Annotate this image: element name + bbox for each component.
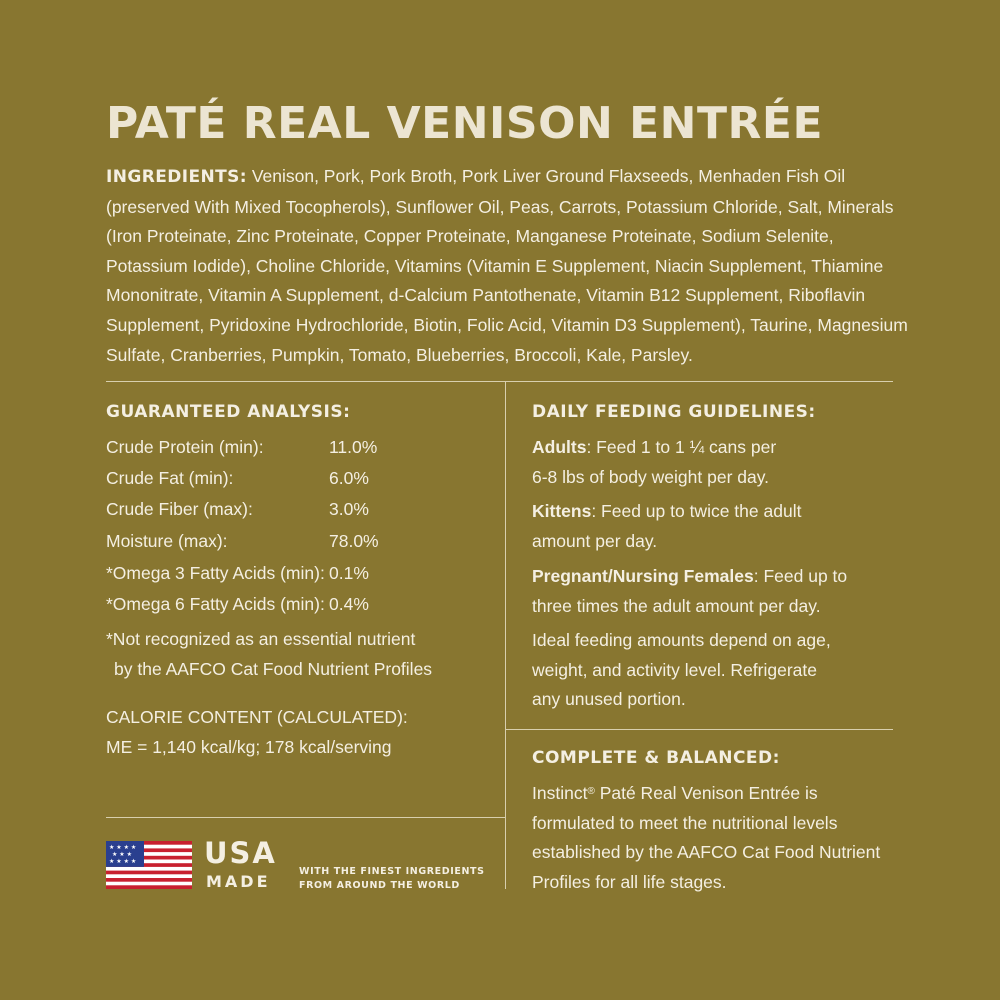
calorie-content (106, 703, 408, 762)
analysis-value: 6.0% (329, 468, 369, 488)
product-title: PATÉ REAL VENISON ENTRÉE (106, 98, 824, 149)
analysis-value: 0.1% (329, 563, 369, 583)
analysis-name: Moisture (max): (106, 531, 228, 551)
complete-text (532, 779, 880, 897)
tagline-line: WITH THE FINEST INGREDIENTS (299, 866, 485, 877)
made-label: MADE (206, 872, 271, 891)
registered-mark: ® (587, 786, 595, 797)
analysis-name: Crude Fat (min): (106, 468, 234, 488)
feeding-adults (532, 433, 776, 492)
complete-heading: COMPLETE & BALANCED: (532, 748, 780, 768)
pregnant-text-2: three times the adult amount per day. (532, 595, 821, 616)
us-flag-icon (106, 841, 192, 889)
ideal-line: any unused portion. (532, 689, 686, 709)
feeding-ideal (532, 626, 831, 715)
analysis-name: *Omega 3 Fatty Acids (min): (106, 563, 325, 583)
feeding-kittens (532, 497, 801, 556)
divider-left-bottom (106, 817, 506, 818)
analysis-heading: GUARANTEED ANALYSIS: (106, 402, 351, 422)
usa-tagline (299, 865, 485, 892)
tagline-line: FROM AROUND THE WORLD (299, 879, 460, 891)
ingredients-text: Venison, Pork, Pork Broth, Pork Liver Ground Flaxseeds, Menhaden Fish Oil (preserved With Mixed Tocopherols), Sunflower Oil, Peas, Carrots, Potassium Chloride, Salt, Minerals (Iron Proteinate, Zinc Proteinate, Copper Proteinate, Manganese Proteinate, Sodium Selenite, Potassium Iodide), Choline Chloride, Vitamins (Vitamin E Supplement, Niacin Supplement, Thiamine Mononitrate, Vitamin A Supplement, d-Calcium Pantothenate, Vitamin B12 Supplement, Riboflavin Supplement, Pyridoxine Hydrochloride, Biotin, Folic Acid, Vitamin D3 Supplement), Taurine, Magnesium Sulfate, Cranberries, Pumpkin, Tomato, Blueberries, Broccoli, Kale, Parsley. (106, 166, 908, 365)
complete-line: Profiles for all life stages. (532, 871, 727, 892)
feeding-heading: DAILY FEEDING GUIDELINES: (532, 402, 816, 422)
analysis-value: 11.0% (329, 437, 378, 457)
complete-line: formulated to meet the nutritional levels (532, 812, 838, 833)
kittens-label: Kittens (532, 501, 592, 521)
pregnant-text: : Feed up to (753, 566, 848, 586)
footnote-line: by the AAFCO Cat Food Nutrient Profiles (114, 658, 433, 679)
pregnant-label: Pregnant/Nursing Females (532, 566, 754, 586)
brand-name: Instinct (532, 783, 588, 803)
svg-text:★ ★ ★: ★ ★ ★ (112, 851, 132, 858)
ideal-line: Ideal feeding amounts depend on age, (532, 630, 831, 650)
complete-line: Paté Real Venison Entrée is (594, 783, 818, 803)
divider-top (106, 381, 893, 382)
ingredients-block (106, 162, 916, 370)
calorie-value: ME = 1,140 kcal/kg; 178 kcal/serving (106, 736, 392, 757)
analysis-name: Crude Protein (min): (106, 437, 264, 457)
ingredients-label: INGREDIENTS: (106, 167, 247, 187)
footnote-line: *Not recognized as an essential nutrient (106, 629, 416, 649)
svg-text:★ ★ ★ ★: ★ ★ ★ ★ (109, 844, 137, 851)
analysis-name: Crude Fiber (max): (106, 499, 253, 519)
kittens-text-2: amount per day. (532, 530, 658, 551)
feeding-pregnant (532, 562, 847, 621)
divider-vertical (505, 381, 506, 889)
adults-label: Adults (532, 437, 587, 457)
divider-right-middle (506, 729, 893, 730)
adults-text-2: 6-8 lbs of body weight per day. (532, 466, 770, 487)
svg-text:★ ★ ★ ★: ★ ★ ★ ★ (109, 858, 137, 865)
analysis-footnote (106, 625, 432, 684)
usa-label: USA (204, 836, 277, 870)
analysis-value: 3.0% (329, 499, 369, 519)
analysis-value: 78.0% (329, 531, 379, 551)
calorie-heading: CALORIE CONTENT (CALCULATED): (106, 707, 408, 727)
kittens-text: : Feed up to twice the adult (591, 501, 802, 521)
analysis-name: *Omega 6 Fatty Acids (min): (106, 594, 325, 614)
complete-line: established by the AAFCO Cat Food Nutrient (532, 842, 881, 862)
adults-text: : Feed 1 to 1 ¼ cans per (586, 437, 777, 457)
analysis-value: 0.4% (329, 594, 369, 614)
ideal-line: weight, and activity level. Refrigerate (532, 659, 817, 680)
